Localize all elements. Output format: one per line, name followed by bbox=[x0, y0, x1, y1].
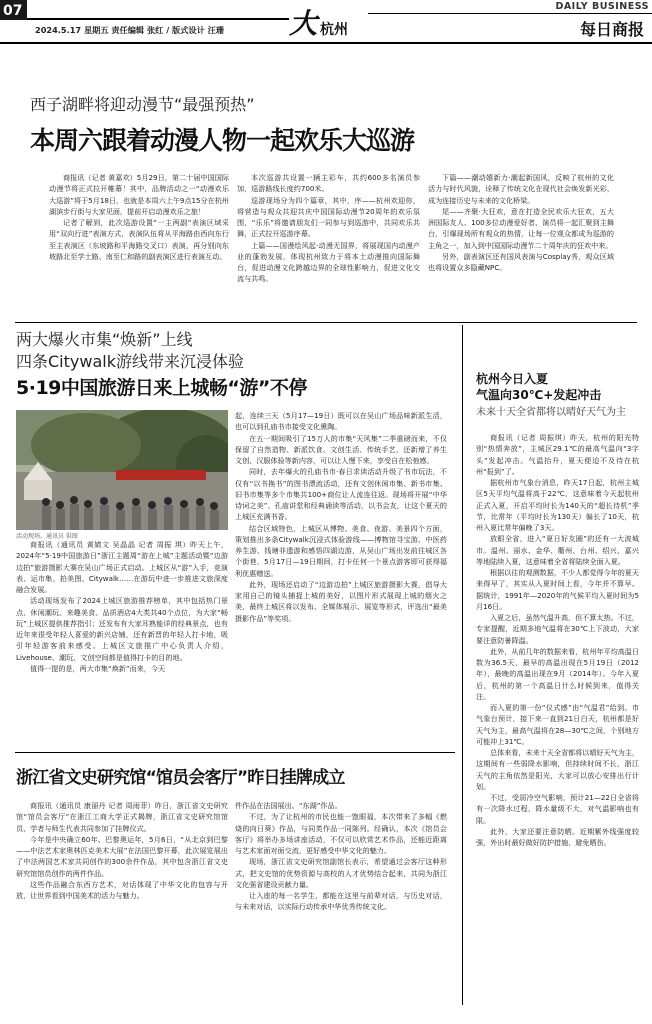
article3-col2 bbox=[235, 800, 447, 1014]
article2-bottom-rule bbox=[15, 752, 455, 753]
article1-kicker: 西子湖畔将迎动漫节“最强预热” bbox=[30, 95, 255, 114]
event-photo bbox=[16, 410, 228, 530]
article1-col1-para2: 记者了解到，此次巡游设置“一主两副”表演区域采用“双向行进”表演方式，表演队伍将从平海路由西向东行至主表演区（东坡路和平海路交叉口）表演，再分别向东坡路北至学士路、南至仁和路的副表演区进行表演互动。 bbox=[49, 218, 229, 261]
article3-col2-para4: 让入座的每一名学生，都能在这里与前辈对话，与历史对话，与未来对话，以实际行动传承中华优秀传统文化。 bbox=[235, 891, 447, 912]
article4-para6: 此外，从前几年的数据来看，杭州年平均高温日数为36.5天，最早的高温出现在5月19日（2012年），最晚的高温出现在9月（2014年）。今年入夏后，杭州的第一个高温日什么时候到来，值得关注。 bbox=[476, 646, 639, 701]
page-number: 07 bbox=[3, 3, 23, 19]
article2-col2-para2: 在五一期间吸引了15万人的市集“天风集”二季重磅而来，不仅保留了自然造物、新派饮食、文创生活、传统手艺，还新增了养生文创、汉服体验等新内容，可以让人慢下来，享受自在松弛感。 bbox=[235, 433, 447, 465]
date-line: 2024.5.17 星期五 责任编辑 张红 / 版式设计 汪珊 bbox=[35, 25, 225, 35]
article3-col1 bbox=[16, 800, 228, 1014]
article2-col1-para1: 商报讯（通讯员 黄婧文 吴晶晶 记者 周振 琪）昨天上午，2024年“5·19中国旅游日”浙江主题周“游在上城”主题活动暨“边游边拍”旅游摄影大赛在吴山广场正式启动。上城区从“游”入手，竞演表、运市集、拍美图、Citywalk……在游玩中进一步推进文旅深度融合发展。 bbox=[16, 540, 228, 594]
article1-col3-para2: 尾——齐聚·大狂欢，意在打造全民欢乐大狂欢，五大洲国际友人、100多位动漫爱好者、演员将一起汇聚到主舞台，引爆现场所有观众的热情，让每一位观众都成为巡游的主角之一，加入到中国国际动漫节二十周年庆的狂欢中来。 bbox=[428, 206, 614, 250]
article3-col1-para2: 今年是中央确立60年、巴黎奥运年，5月6日，“从北京到巴黎——中法艺术家奥林匹克美术大展”在法国巴黎开幕，此次展览展出了中法两国艺术家共同创作的300余件作品，其中包含浙江省文史研究馆馆员创作的两件作品。 bbox=[16, 834, 228, 878]
article1-bottom-rule bbox=[15, 322, 637, 323]
event-photo-image bbox=[16, 410, 228, 530]
article3-col2-para1: 件作品在法国展出。“东湖”作品。 bbox=[235, 801, 342, 810]
article4-para5: 入夏之后，虽然气温升高，但不算太热。不过，专家提醒，近期多地气温将在30℃上下波动，大家要注意防暑降温。 bbox=[476, 613, 639, 645]
article3-col1-para3: 这些作品融合东西方艺术，对话体现了中华文化的包容与开放，让世界看到中国美术的活力与魅力。 bbox=[16, 879, 228, 900]
photo-caption: 活动现场。通讯员 供图 bbox=[16, 533, 78, 540]
article4-para8: 总体来看，未来十天全省都将以晴好天气为主，这期间有一些弱降水影响，但持续时间不长，浙江天气的主角依然是阳光，大家可以放心安排出行计划。 bbox=[476, 748, 639, 791]
article3-col2-para3: 现场，浙江省文史研究馆副馆长表示，希望通过会客厅这种形式，把文史馆的优势资源与高校的人才优势结合起来，共同为浙江文化强省建设贡献力量。 bbox=[235, 857, 447, 889]
article2-headline: 5·19中国旅游日来上城畅“游”不停 bbox=[16, 377, 307, 399]
article2-col2-para5: 此外，现场还启动了“边游边拍”上城区旅游摄影大赛，倡导大家用自己的镜头捕捉上城的美好，以图片形式展现上城的烟火之美，最终上城区将以发布、全媒体展示、展览等形式，评选出“最美摄影作品”等奖项。 bbox=[235, 579, 447, 623]
article4-subhead: 未来十天全省都将以晴好天气为主 bbox=[476, 407, 626, 418]
article1-col3 bbox=[428, 172, 614, 318]
section-logo-text: 杭州 bbox=[320, 22, 348, 38]
article2-deck2: 四条Citywalk游线带来沉浸体验 bbox=[16, 352, 244, 371]
article1-headline: 本周六跟着动漫人物一起欢乐大巡游 bbox=[30, 126, 415, 155]
article1-col2-para3: 上篇——国漫绘风起·动漫无国界，将展现国内动漫产业的蓬勃发展，体现杭州致力于将本土动漫推向国际舞台，促进动漫文化跨越边界的全球性影响力，促进文化交流与共鸣。 bbox=[237, 240, 420, 284]
article2-col2-para3: 同时，去年爆火的孔庙书市·春日求读活动升级了书市玩法，不仅有“以书换书”的图书漂流活动，还有文创休闲市集、新书市集、旧书市集等多个市集共100+商位让人流连往返。现场将开展“中华诗词之美”、孔庙讲堂和经典诵读等活动，以书会友，让这个夏天的上城区充满书香。 bbox=[235, 467, 447, 522]
section-logo-char: 大 bbox=[289, 7, 318, 40]
en-title: DAILY BUSINESS bbox=[555, 1, 649, 12]
article4-para7: 而入夏的第一份“仪式感”由“气温君”给到。市气象台预计，接下来一直到21日白天，杭州都是好天气为主，最高气温将在28—30℃之间，个别地方可能冲上31℃。 bbox=[476, 703, 639, 746]
article4-para9: 不过，受弱冷空气影响，预计21—22日全省将有一次降水过程，降水量级不大，对气温影响也有限。 bbox=[476, 793, 639, 825]
article1-col3-para1: 下篇——潮动嬉新力·潮起新国风，反映了杭州的文化活力与时代风貌，诠释了传统文化在现代社会焕发新光彩，成为连接历史与未来的文化桥梁。 bbox=[428, 173, 614, 205]
article2-col1-para3: 值得一提的是，两大市集“焕新”而来，今天 bbox=[30, 663, 166, 673]
article3-headline: 浙江省文史研究馆“馆员会客厅”昨日挂牌成立 bbox=[16, 768, 345, 788]
article1-col3-para3: 另外，副表演区还有国风表演与Cosplay秀，观众区域也将设置众多隐藏NPC。 bbox=[428, 251, 614, 272]
article2-col2-para1: 起，连续三天（5月17—19日）既可以在吴山广场品味新派生活，也可以到孔庙书市接受文化熏陶。 bbox=[235, 411, 447, 432]
article1-col1-para1: 商报讯（记者 黄嘉欢）5月29日，第二十届中国国际动漫节将正式拉开帷幕！其中，品牌活动之一“动漫欢乐大巡游”将于5月18日，也就是本周六上午9点15分在杭州湖滨步行街与大家见面，提前开启动漫欢乐之旅！ bbox=[49, 173, 229, 216]
article1-col2-para2: 巡游现场分为四个篇章，其中，序——杭州欢迎你，将营造与观众共迎共庆中国国际动漫节20周年的欢乐氛围，“乐乐”将邀请朋友们一同参与到巡游中，共同欢乐共舞，正式拉开巡游序幕。 bbox=[237, 195, 420, 239]
article1-col1 bbox=[49, 172, 229, 318]
article2-col2-para4: 结合区域特色，上城区从博物、美食、夜游、美景四个方面，策划推出多条Citywalk沉浸式体验游线——博物馆寻宝游、中医药养生游、钱塘非遗游和感悟四湖边游，从吴山广场出发前往城区各个街巷，5月17日—19日期间，打卡任何一个景点游客即可获得福利优惠赠送。 bbox=[235, 523, 447, 578]
article2-deck1: 两大爆火市集“焕新”上线 bbox=[16, 330, 193, 349]
article3-col1-para1: 商报讯（通讯员 康丽丹 记者 周雨菲）昨日，浙江省文史研究馆“馆员会客厅”在浙江工商大学正式揭牌，浙江省文史研究馆馆员、学者与师生代表共同参加了挂牌仪式。 bbox=[16, 801, 228, 833]
article4-para10: 此外，大家还要注意防晒。近期紫外线强度较强，外出时最好做好防护措施，避免晒伤。 bbox=[476, 826, 639, 847]
masthead-rule-top bbox=[27, 18, 289, 20]
article1-col2 bbox=[237, 172, 420, 318]
article2-col1 bbox=[16, 539, 228, 745]
cn-title: 每日商报 bbox=[579, 20, 644, 39]
article4-headline2: 气温向30℃+发起冲击 bbox=[476, 388, 602, 402]
article4-para2: 据杭州市气象台消息，昨天17日起，杭州主城区5天平均气温将高于22℃，这意味着今天起杭州正式入夏，开启平均时长为140天的“超长待机”季节，比常年（平均时长为130天）偏长了10天，杭州入夏比常年偏晚了3天。 bbox=[476, 478, 639, 532]
article4-para1: 商报讯（记者 周振琪）昨天，杭州的阳光特别“热情奔放”，主城区29.1℃的最高气温向“3字头”发起冲击。气温抬升，夏天便迫不及待在杭州“报到”了。 bbox=[476, 433, 639, 476]
article4-para3: 放眼全省，进入“夏日好友圈”的还有一大波城市。温州、丽水、金华、衢州、台州、绍兴、嘉兴等地陆续入夏，这意味着全省将陆续全面入夏。 bbox=[476, 534, 639, 566]
article4-col bbox=[476, 432, 639, 1016]
masthead-rule-bottom bbox=[0, 42, 652, 44]
article4-headline1: 杭州今日入夏 bbox=[476, 372, 549, 386]
article2-col1-para2: 活动现场发布了2024上城区旅游推荐榜单，其中包括热门景点、休闲潮玩、来趣美食、品质酒店4大类共40个点位，为大家“畅玩”上城区提供推荐指引；还发布有大家耳熟能详的经典景点，也有近年来很受年轻人喜爱的新兴店铺，还有新晋的年轻人打卡地，吸引年轻游客前来感受。上城区文旅推广中心负责人介绍，Livehouse、潮玩、文创空间都是值得打卡的目的地。 bbox=[16, 596, 228, 662]
article3-col2-para2: 不过，为了让杭州的市民也能一饱眼福，本次带来了多幅《燃烧的向日葵》作品，与同类作品一同陈列。经确认，本次《馆员会客厅》将举办多场讲座活动，不仅可以欣赏艺术作品，还能近距离与艺术家面对面交流，更好感受中华文化的魅力。 bbox=[235, 812, 447, 855]
article2-col2 bbox=[235, 410, 447, 745]
article1-col2-para1: 本次巡游共设置一辆主彩车，共约600多名演员参加，巡游路线长度约700米。 bbox=[237, 173, 420, 194]
masthead-rule-right bbox=[368, 13, 652, 14]
right-column-divider bbox=[462, 325, 463, 1005]
article4-para4: 根据以往的观测数据，不少人都觉得今年的夏天来得早了，其实从入夏时间上看，今年并不算早。据统计，1991年—2020年的气候平均入夏时间为5月16日。 bbox=[476, 568, 639, 611]
